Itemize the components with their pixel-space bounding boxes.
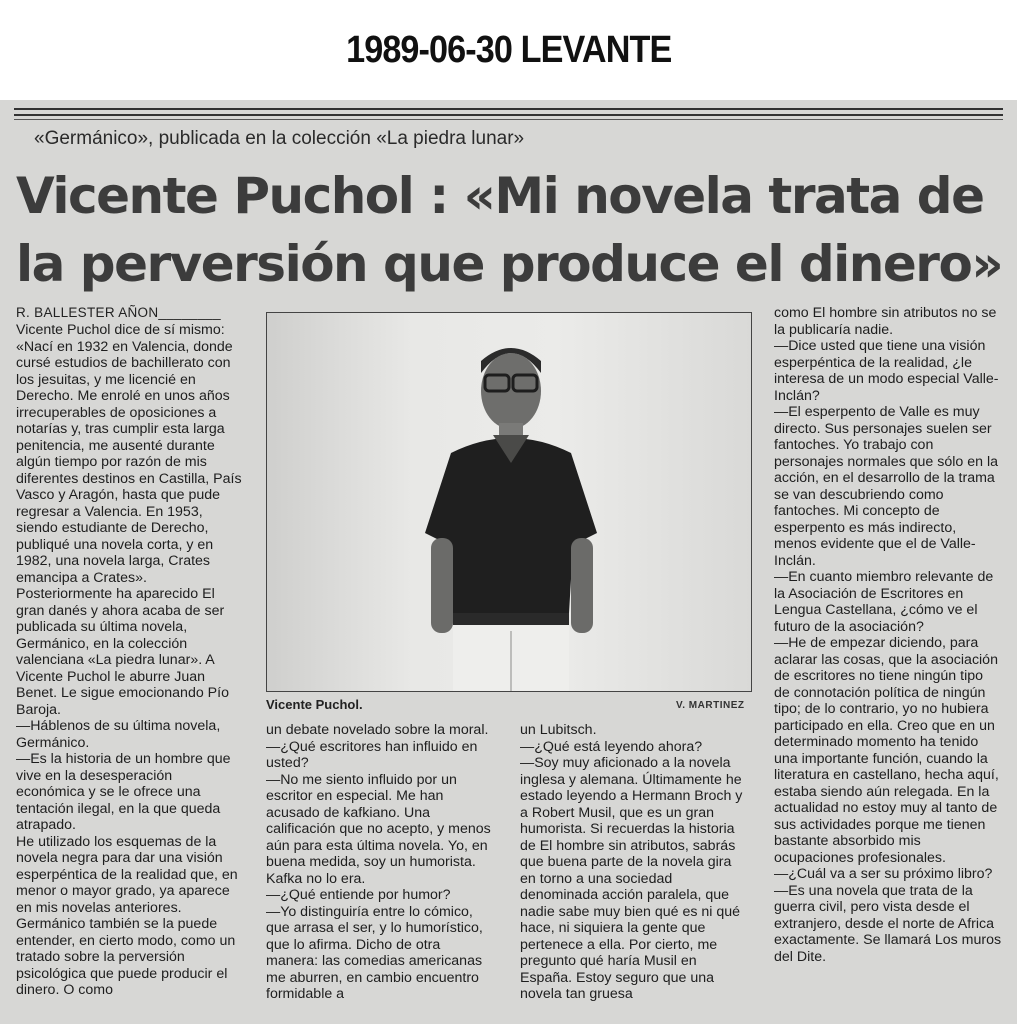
top-rule xyxy=(14,119,1003,120)
top-rule xyxy=(14,108,1003,110)
masthead xyxy=(0,0,1017,100)
photo-caption: Vicente Puchol. xyxy=(266,697,363,712)
man-portrait-icon xyxy=(267,313,751,691)
article-column-4: como El hombre sin atributos no se la publicaría nadie. —Dice usted que tiene una visión esperpéntica de la realidad, ¿le interesa de un modo especial Valle-Inclán? —El esperpento de Valle es muy directo. Sus personajes suelen ser fantoches. Yo trabajo con personajes normales que sólo en la acción, en el desarrollo de la trama se van descubriendo como fantoches. Mi concepto de esperpento es más indirecto, menos evidente que el de Valle-Inclán. —En cuanto miembro relevante de la Asociación de Escritores en Lengua Castellana, ¿cómo ve el futuro de la asociación? —He de empezar diciendo, para aclarar las cosas, que la asociación de escritores no tiene ningún tipo de connotación política de ningún tipo; de lo contrario, yo no hubiera participado en ella. Creo que en un determinado momento ha tenido una importante función, cuando la literatura en castellano, hecha aquí, estaba siendo aún relegada. En la actualidad no estoy muy al tanto de sus actividades porque me tienen bastante absorbido mis ocupaciones profesionales. —¿Cuál va a ser su próximo libro? —Es una novela que trata de la guerra civil, pero vista desde el extranjero, desde el norte de Africa exactamente. Se llamará Los muros del Dite. xyxy=(774,305,1002,965)
kicker: «Germánico», publicada en la colección «La piedra lunar» xyxy=(34,128,525,149)
newspaper-clipping xyxy=(0,100,1017,1024)
article-column-2: un debate novelado sobre la moral. —¿Qué escritores han influido en usted? —No me siento influido por un escritor en especial. Me han acusado de kafkiano. Una calificación que no acepto, y menos aún para esta última novela. Yo, en buena medida, soy un humorista. Kafka no lo era. —¿Qué entiende por humor? —Yo distinguiría entre lo cómico, que arrasa el ser, y lo humorístico, que lo afirma. Dicho de otra manera: las comedias americanas me aburren, en cambio encuentro formidable a xyxy=(266,722,491,1002)
byline-text: R. BALLESTER AÑON xyxy=(16,305,159,320)
photo-credit: V. MARTINEZ xyxy=(676,700,745,711)
headline: Vicente Puchol : «Mi novela trata de la perversión que produce el dinero» xyxy=(16,167,1003,293)
masthead-title: 1989-06-30 LEVANTE xyxy=(345,28,672,71)
portrait-photo xyxy=(266,312,752,692)
article-column-1: Vicente Puchol dice de sí mismo: «Nací en 1932 en Valencia, donde cursé estudios de bachillerato con los jesuitas, y me licencié en Derecho. Me enrolé en unos años irrecuperables de oposiciones a notarías y, tras cumplir esta larga penitencia, me ausenté durante algún tiempo por razón de mis diferentes destinos en Castilla, País Vasco y Aragón, hasta que pude regresar a Valencia. En 1953, siendo estudiante de Derecho, publiqué una novela corta, y en 1982, una novela larga, Crates emancipa a Crates». Posteriormente ha aparecido El gran danés y ahora acaba de ser publicada su última novela, Germánico, en la colección valenciana «La piedra lunar». A Vicente Puchol le aburre Juan Benet. Le sigue emocionando Pío Baroja. —Háblenos de su última novela, Germánico. —Es la historia de un hombre que vive en la desesperación económica y se le ofrece una tentación ilegal, en la que queda atrapado. He utilizado los esquemas de la novela negra para dar una visión esperpéntica de la realidad que, en menor o mayor grado, ya aparece en mis novelas anteriores. Germánico también se la puede entender, en cierto modo, como un tratado sobre la perversión psicológica que puede producir el dinero. O como xyxy=(16,322,242,998)
article-column-3: un Lubitsch. —¿Qué está leyendo ahora? —Soy muy aficionado a la novela inglesa y alemana. Últimamente he estado leyendo a Hermann Broch y a Robert Musil, que es un gran humorista. Si recuerdas la historia de El hombre sin atributos, sabrás que buena parte de la novela gira en torno a una sociedad denominada acción paralela, que nadie sabe muy bien qué es ni qué hace, ni siquiera la gente que pertenece a ella. Por cierto, me pregunto qué haría Musil en España. Estoy seguro que una novela tan gruesa xyxy=(520,722,743,1002)
byline: R. BALLESTER AÑON________ xyxy=(16,305,221,320)
top-rule xyxy=(14,114,1003,116)
